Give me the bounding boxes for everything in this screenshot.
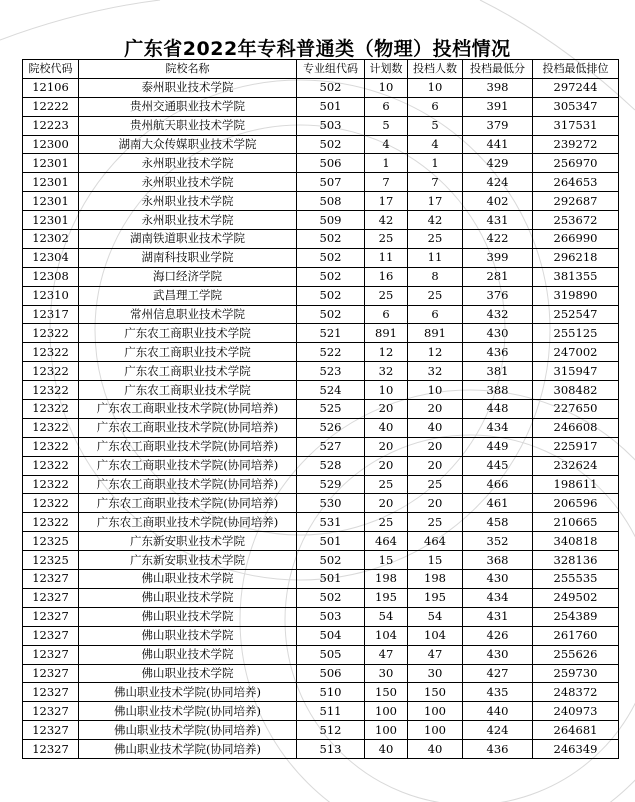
col-min-rank-cell: 247002 [533,343,619,362]
col-min-score-cell: 381 [463,362,533,381]
col-school-code-cell: 12301 [23,154,79,173]
col-admitted-count-cell: 10 [408,381,463,400]
col-major-group-code-cell: 502 [297,588,365,607]
col-admitted-count-cell: 100 [408,721,463,740]
col-major-group-code-cell: 527 [297,437,365,456]
table-row [23,267,619,286]
col-major-group-code-cell: 511 [297,702,365,721]
col-plan-count-cell: 40 [365,740,408,759]
table-row [23,192,619,211]
col-min-rank-cell: 308482 [533,381,619,400]
col-school-name-cell: 海口经济学院 [79,267,297,286]
table-row [23,702,619,721]
col-plan-count-cell: 25 [365,475,408,494]
col-major-group-code-cell: 522 [297,343,365,362]
admission-table [22,59,619,759]
table-row [23,437,619,456]
col-plan-count-cell: 40 [365,418,408,437]
col-min-rank-cell: 254389 [533,607,619,626]
col-school-name-cell: 永州职业技术学院 [79,192,297,211]
col-admitted-count-cell: 195 [408,588,463,607]
table-row [23,343,619,362]
col-min-rank-cell: 292687 [533,192,619,211]
col-plan-count-cell: 20 [365,400,408,419]
col-major-group-code-cell: 507 [297,173,365,192]
table-row [23,532,619,551]
col-major-group-code-cell: 528 [297,456,365,475]
col-major-group-code-cell: 501 [297,570,365,589]
table-row [23,211,619,230]
col-school-name-cell: 广东农工商职业技术学院(协同培养) [79,513,297,532]
col-school-name-cell: 贵州交通职业技术学院 [79,97,297,116]
col-school-code-cell: 12327 [23,607,79,626]
col-school-name-cell: 武昌理工学院 [79,286,297,305]
col-min-rank-cell: 252547 [533,305,619,324]
col-plan-count-cell: 100 [365,702,408,721]
table-row [23,324,619,343]
col-major-group-code-cell: 502 [297,248,365,267]
col-admitted-count-cell: 20 [408,400,463,419]
col-min-rank-cell: 315947 [533,362,619,381]
table-row [23,494,619,513]
col-plan-count-cell: 10 [365,381,408,400]
col-min-rank-cell: 246349 [533,740,619,759]
col-min-score-cell: 427 [463,664,533,683]
col-school-name-cell: 佛山职业技术学院 [79,607,297,626]
col-plan-count-cell: 12 [365,343,408,362]
col-plan-count-cell: 4 [365,135,408,154]
col-min-rank-cell: 246608 [533,418,619,437]
col-admitted-count-cell: 1 [408,154,463,173]
table-row [23,570,619,589]
col-school-name-cell: 常州信息职业技术学院 [79,305,297,324]
table-row [23,362,619,381]
col-school-code-cell: 12301 [23,173,79,192]
col-plan-count-cell: 5 [365,116,408,135]
col-school-name-cell: 佛山职业技术学院 [79,645,297,664]
col-min-score-cell: 281 [463,267,533,286]
col-major-group-code-cell: 508 [297,192,365,211]
col-min-rank-cell: 264653 [533,173,619,192]
col-school-name-cell: 佛山职业技术学院 [79,570,297,589]
table-row [23,456,619,475]
col-major-group-code-cell: 531 [297,513,365,532]
col-plan-count-cell: 32 [365,362,408,381]
col-major-group-code-cell: 506 [297,154,365,173]
col-major-group-code-cell: 502 [297,551,365,570]
col-admitted-count-cell: 20 [408,494,463,513]
col-plan-count-cell: 10 [365,78,408,97]
col-school-code-cell: 12322 [23,362,79,381]
col-min-score-header: 投档最低分 [463,60,533,79]
col-plan-count-cell: 6 [365,97,408,116]
col-admitted-count-cell: 54 [408,607,463,626]
col-min-score-cell: 388 [463,381,533,400]
col-min-rank-cell: 255125 [533,324,619,343]
col-admitted-count-cell: 15 [408,551,463,570]
col-plan-count-cell: 198 [365,570,408,589]
col-school-code-cell: 12325 [23,532,79,551]
col-major-group-code-cell: 502 [297,230,365,249]
col-admitted-count-cell: 40 [408,418,463,437]
col-plan-count-cell: 15 [365,551,408,570]
col-min-score-cell: 352 [463,532,533,551]
col-school-name-cell: 佛山职业技术学院(协同培养) [79,683,297,702]
col-school-name-cell: 佛山职业技术学院(协同培养) [79,721,297,740]
col-major-group-code-cell: 502 [297,135,365,154]
col-min-rank-cell: 305347 [533,97,619,116]
col-min-score-cell: 435 [463,683,533,702]
col-major-group-code-cell: 513 [297,740,365,759]
col-min-rank-cell: 210665 [533,513,619,532]
col-school-code-cell: 12327 [23,740,79,759]
col-school-name-cell: 湖南铁道职业技术学院 [79,230,297,249]
table-row [23,305,619,324]
col-school-name-cell: 永州职业技术学院 [79,154,297,173]
col-min-score-cell: 430 [463,324,533,343]
table-row [23,740,619,759]
col-min-score-cell: 399 [463,248,533,267]
col-school-code-cell: 12301 [23,211,79,230]
col-min-score-cell: 426 [463,626,533,645]
col-school-code-cell: 12327 [23,645,79,664]
col-min-rank-cell: 227650 [533,400,619,419]
col-school-code-cell: 12317 [23,305,79,324]
col-plan-count-header: 计划数 [365,60,408,79]
col-min-rank-cell: 255535 [533,570,619,589]
col-major-group-code-cell: 502 [297,267,365,286]
col-admitted-count-cell: 100 [408,702,463,721]
col-school-code-cell: 12327 [23,664,79,683]
col-min-score-cell: 379 [463,116,533,135]
col-min-rank-cell: 297244 [533,78,619,97]
table-body [23,78,619,758]
col-min-rank-cell: 206596 [533,494,619,513]
col-school-name-cell: 广东农工商职业技术学院(协同培养) [79,475,297,494]
col-plan-count-cell: 20 [365,456,408,475]
col-school-name-cell: 广东新安职业技术学院 [79,551,297,570]
table-row [23,173,619,192]
col-plan-count-cell: 100 [365,721,408,740]
col-major-group-code-cell: 504 [297,626,365,645]
col-school-name-cell: 佛山职业技术学院(协同培养) [79,740,297,759]
col-admitted-count-cell: 4 [408,135,463,154]
col-admitted-count-cell: 32 [408,362,463,381]
col-admitted-count-cell: 11 [408,248,463,267]
col-major-group-code-cell: 503 [297,607,365,626]
col-school-code-cell: 12327 [23,721,79,740]
col-school-code-header: 院校代码 [23,60,79,79]
table-row [23,381,619,400]
col-admitted-count-cell: 104 [408,626,463,645]
col-min-score-cell: 445 [463,456,533,475]
col-min-score-cell: 368 [463,551,533,570]
page-title: 广东省2022年专科普通类（物理）投档情况 [124,38,511,60]
col-school-name-cell: 湖南大众传媒职业技术学院 [79,135,297,154]
col-min-score-cell: 422 [463,230,533,249]
col-school-name-cell: 佛山职业技术学院 [79,664,297,683]
col-admitted-count-cell: 891 [408,324,463,343]
col-min-rank-cell: 328136 [533,551,619,570]
col-major-group-code-cell: 524 [297,381,365,400]
table-row [23,475,619,494]
col-school-code-cell: 12302 [23,230,79,249]
col-min-rank-cell: 249502 [533,588,619,607]
col-plan-count-cell: 891 [365,324,408,343]
col-plan-count-cell: 42 [365,211,408,230]
col-min-score-cell: 434 [463,418,533,437]
col-admitted-count-cell: 25 [408,513,463,532]
col-min-score-cell: 430 [463,645,533,664]
col-min-score-cell: 466 [463,475,533,494]
col-major-group-code-cell: 521 [297,324,365,343]
col-min-score-cell: 449 [463,437,533,456]
table-row [23,400,619,419]
col-min-score-cell: 461 [463,494,533,513]
table-row [23,418,619,437]
col-admitted-count-cell: 8 [408,267,463,286]
col-admitted-count-cell: 42 [408,211,463,230]
col-major-group-code-cell: 501 [297,97,365,116]
col-school-name-cell: 广东农工商职业技术学院(协同培养) [79,400,297,419]
col-school-name-cell: 广东农工商职业技术学院(协同培养) [79,437,297,456]
col-min-rank-cell: 225917 [533,437,619,456]
table-row [23,248,619,267]
col-min-rank-cell: 340818 [533,532,619,551]
col-min-score-cell: 440 [463,702,533,721]
col-min-score-cell: 436 [463,343,533,362]
col-major-group-code-cell: 523 [297,362,365,381]
col-plan-count-cell: 7 [365,173,408,192]
col-school-name-cell: 贵州航天职业技术学院 [79,116,297,135]
col-admitted-count-cell: 40 [408,740,463,759]
col-school-code-cell: 12106 [23,78,79,97]
col-min-score-cell: 376 [463,286,533,305]
table-row [23,607,619,626]
col-min-score-cell: 434 [463,588,533,607]
col-school-code-cell: 12308 [23,267,79,286]
col-min-score-cell: 432 [463,305,533,324]
table-header-row [23,60,619,79]
col-plan-count-cell: 6 [365,305,408,324]
col-min-score-cell: 441 [463,135,533,154]
col-school-name-cell: 泰州职业技术学院 [79,78,297,97]
col-school-code-cell: 12327 [23,588,79,607]
col-school-code-cell: 12327 [23,570,79,589]
col-school-code-cell: 12322 [23,400,79,419]
col-school-code-cell: 12327 [23,626,79,645]
col-min-score-cell: 398 [463,78,533,97]
col-major-group-code-cell: 502 [297,286,365,305]
col-min-rank-cell: 239272 [533,135,619,154]
col-major-group-code-cell: 526 [297,418,365,437]
col-school-code-cell: 12223 [23,116,79,135]
table-row [23,664,619,683]
col-min-rank-cell: 381355 [533,267,619,286]
col-admitted-count-cell: 10 [408,78,463,97]
col-admitted-count-cell: 6 [408,305,463,324]
col-school-name-cell: 永州职业技术学院 [79,211,297,230]
col-school-code-cell: 12322 [23,513,79,532]
col-school-name-cell: 广东农工商职业技术学院 [79,343,297,362]
col-plan-count-cell: 20 [365,437,408,456]
col-admitted-count-cell: 47 [408,645,463,664]
col-min-score-cell: 424 [463,173,533,192]
col-school-code-cell: 12322 [23,381,79,400]
col-admitted-count-cell: 12 [408,343,463,362]
col-school-name-cell: 佛山职业技术学院(协同培养) [79,702,297,721]
col-plan-count-cell: 25 [365,230,408,249]
col-major-group-code-cell: 512 [297,721,365,740]
col-plan-count-cell: 25 [365,286,408,305]
col-school-code-cell: 12301 [23,192,79,211]
col-major-group-code-cell: 510 [297,683,365,702]
col-min-score-cell: 436 [463,740,533,759]
col-min-rank-cell: 255626 [533,645,619,664]
col-major-group-code-cell: 502 [297,305,365,324]
table-row [23,551,619,570]
col-admitted-count-cell: 5 [408,116,463,135]
table-row [23,588,619,607]
col-school-code-cell: 12325 [23,551,79,570]
col-admitted-count-cell: 6 [408,97,463,116]
table-row [23,154,619,173]
col-school-code-cell: 12322 [23,494,79,513]
col-school-code-cell: 12310 [23,286,79,305]
col-min-rank-cell: 253672 [533,211,619,230]
col-school-code-cell: 12300 [23,135,79,154]
col-admitted-count-cell: 25 [408,230,463,249]
col-min-score-cell: 424 [463,721,533,740]
col-school-code-cell: 12322 [23,324,79,343]
table-row [23,135,619,154]
table-row [23,721,619,740]
col-admitted-count-cell: 20 [408,456,463,475]
col-major-group-code-cell: 506 [297,664,365,683]
col-min-rank-cell: 198611 [533,475,619,494]
col-school-name-cell: 广东新安职业技术学院 [79,532,297,551]
col-school-code-cell: 12304 [23,248,79,267]
col-plan-count-cell: 54 [365,607,408,626]
col-min-rank-cell: 319890 [533,286,619,305]
col-major-group-code-cell: 502 [297,78,365,97]
col-major-group-code-cell: 529 [297,475,365,494]
col-admitted-count-cell: 25 [408,475,463,494]
col-min-score-cell: 402 [463,192,533,211]
col-school-code-cell: 12322 [23,475,79,494]
col-min-score-cell: 430 [463,570,533,589]
col-admitted-count-cell: 30 [408,664,463,683]
col-school-name-cell: 广东农工商职业技术学院 [79,381,297,400]
col-admitted-count-cell: 25 [408,286,463,305]
col-school-name-cell: 佛山职业技术学院 [79,626,297,645]
col-min-rank-cell: 261760 [533,626,619,645]
col-school-code-cell: 12322 [23,456,79,475]
col-plan-count-cell: 47 [365,645,408,664]
col-min-rank-header: 投档最低排位 [533,60,619,79]
col-admitted-count-cell: 17 [408,192,463,211]
col-admitted-count-cell: 198 [408,570,463,589]
col-min-score-cell: 448 [463,400,533,419]
col-min-score-cell: 391 [463,97,533,116]
col-plan-count-cell: 30 [365,664,408,683]
col-school-code-cell: 12322 [23,343,79,362]
col-plan-count-cell: 17 [365,192,408,211]
col-school-name-cell: 广东农工商职业技术学院 [79,324,297,343]
col-school-name-cell: 广东农工商职业技术学院(协同培养) [79,418,297,437]
col-major-group-code-header: 专业组代码 [297,60,365,79]
col-min-rank-cell: 266990 [533,230,619,249]
col-min-score-cell: 429 [463,154,533,173]
table-row [23,286,619,305]
col-min-rank-cell: 240973 [533,702,619,721]
col-school-name-cell: 永州职业技术学院 [79,173,297,192]
col-plan-count-cell: 195 [365,588,408,607]
col-school-code-cell: 12322 [23,437,79,456]
col-min-rank-cell: 317531 [533,116,619,135]
col-min-rank-cell: 259730 [533,664,619,683]
col-major-group-code-cell: 505 [297,645,365,664]
table-row [23,626,619,645]
col-min-rank-cell: 232624 [533,456,619,475]
col-school-code-cell: 12322 [23,418,79,437]
col-major-group-code-cell: 503 [297,116,365,135]
col-admitted-count-header: 投档人数 [408,60,463,79]
col-school-name-cell: 广东农工商职业技术学院 [79,362,297,381]
table-row [23,97,619,116]
col-min-rank-cell: 296218 [533,248,619,267]
col-min-score-cell: 431 [463,211,533,230]
table-row [23,116,619,135]
col-plan-count-cell: 11 [365,248,408,267]
table-row [23,513,619,532]
table-row [23,683,619,702]
col-min-score-cell: 431 [463,607,533,626]
col-major-group-code-cell: 509 [297,211,365,230]
table-row [23,230,619,249]
table-row [23,78,619,97]
col-school-name-cell: 佛山职业技术学院 [79,588,297,607]
col-min-rank-cell: 256970 [533,154,619,173]
col-plan-count-cell: 464 [365,532,408,551]
col-plan-count-cell: 16 [365,267,408,286]
col-school-name-cell: 广东农工商职业技术学院(协同培养) [79,456,297,475]
col-school-code-cell: 12222 [23,97,79,116]
col-plan-count-cell: 1 [365,154,408,173]
col-major-group-code-cell: 530 [297,494,365,513]
col-min-score-cell: 458 [463,513,533,532]
col-min-rank-cell: 248372 [533,683,619,702]
col-school-code-cell: 12327 [23,702,79,721]
col-major-group-code-cell: 501 [297,532,365,551]
col-plan-count-cell: 25 [365,513,408,532]
col-school-code-cell: 12327 [23,683,79,702]
col-min-rank-cell: 264681 [533,721,619,740]
col-admitted-count-cell: 20 [408,437,463,456]
table-row [23,645,619,664]
col-school-name-header: 院校名称 [79,60,297,79]
col-admitted-count-cell: 7 [408,173,463,192]
col-admitted-count-cell: 464 [408,532,463,551]
col-plan-count-cell: 104 [365,626,408,645]
col-school-name-cell: 湖南科技职业学院 [79,248,297,267]
col-plan-count-cell: 20 [365,494,408,513]
col-school-name-cell: 广东农工商职业技术学院(协同培养) [79,494,297,513]
col-major-group-code-cell: 525 [297,400,365,419]
col-plan-count-cell: 150 [365,683,408,702]
col-admitted-count-cell: 150 [408,683,463,702]
